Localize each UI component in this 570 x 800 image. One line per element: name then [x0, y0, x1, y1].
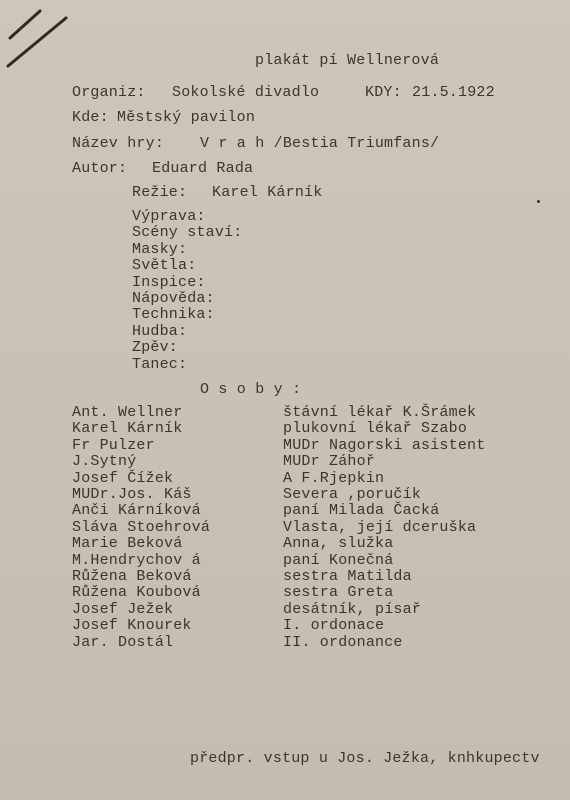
cast-role: desátník, písař [283, 600, 422, 618]
cast-role: sestra Greta [283, 584, 394, 602]
cast-role: štávní lékař K.Šrámek [283, 404, 477, 421]
crew-role-label: Technika: [132, 306, 215, 324]
crew-role-label: Nápověda: [132, 290, 215, 307]
footer-note: předpr. vstup u Jos. Ježka, knhkupectv [190, 750, 540, 767]
cast-role: paní Milada Čacká [283, 502, 440, 520]
cast-role: Severa ,poručík [283, 486, 422, 503]
cast-actor: Růžena Koubová [72, 584, 201, 602]
cast-actor: Josef Čížek [72, 469, 174, 487]
cast-actor: J.Sytný [72, 453, 137, 471]
crew-role-label: Světla: [132, 257, 197, 275]
cast-actor: MUDr.Jos. Káš [72, 486, 192, 503]
cast-actor: Josef Knourek [72, 617, 192, 635]
cast-role: Anna, služka [283, 535, 394, 553]
cast-role: I. ordonace [283, 617, 385, 635]
place-value: Městský pavilon [117, 109, 256, 126]
cast-role: paní Konečná [283, 551, 394, 569]
cast-actor: Anči Kárníková [72, 502, 201, 520]
cast-role: MUDr Záhoř [283, 453, 376, 471]
play-title: V r a h /Bestia Triumfans/ [200, 135, 440, 152]
cast-actor: Marie Beková [72, 535, 183, 553]
crew-role-label: Scény staví: [132, 224, 243, 242]
cast-actor: Růžena Beková [72, 568, 192, 585]
cast-role: Vlasta, její dceruška [283, 518, 477, 536]
cast-role: plukovní lékař Szabo [283, 420, 468, 438]
organizer-value: Sokolské divadlo [172, 84, 320, 101]
crew-role-label: Tanec: [132, 355, 188, 373]
director-label: Režie: [132, 184, 188, 201]
place-label: Kde: [72, 109, 109, 126]
cast-actor: Fr Pulzer [72, 436, 155, 454]
cast-actor: Karel Kárník [72, 420, 183, 438]
crew-role-label: Inspice: [132, 273, 206, 291]
date-value: 21.5.1922 [412, 84, 495, 101]
cast-actor: Sláva Stoehrová [72, 518, 211, 536]
date-label: KDY: [365, 84, 402, 101]
author-label: Autor: [72, 160, 128, 177]
cast-role: A F.Rjepkin [283, 469, 385, 487]
cast-role: sestra Matilda [283, 568, 412, 585]
organizer-label: Organiz: [72, 84, 146, 101]
double-slash-mark [4, 8, 74, 70]
crew-role-label: Masky: [132, 240, 188, 258]
ink-dot [537, 200, 540, 203]
cast-actor: Josef Ježek [72, 600, 174, 618]
cast-role: MUDr Nagorski asistent [283, 436, 486, 454]
cast-actor: Ant. Wellner [72, 404, 183, 421]
cast-actor: M.Hendrychov á [72, 551, 201, 569]
play-label: Název hry: [72, 135, 165, 152]
director-value: Karel Kárník [212, 184, 323, 201]
poster-note: plakát pí Wellnerová [255, 52, 440, 69]
cast-actor: Jar. Dostál [72, 633, 174, 651]
author-value: Eduard Rada [152, 160, 254, 177]
crew-role-label: Výprava: [132, 208, 206, 225]
cast-role: II. ordonance [283, 633, 403, 651]
crew-role-label: Hudba: [132, 322, 188, 340]
crew-role-label: Zpěv: [132, 339, 179, 357]
cast-heading: O s o b y : [200, 381, 302, 398]
